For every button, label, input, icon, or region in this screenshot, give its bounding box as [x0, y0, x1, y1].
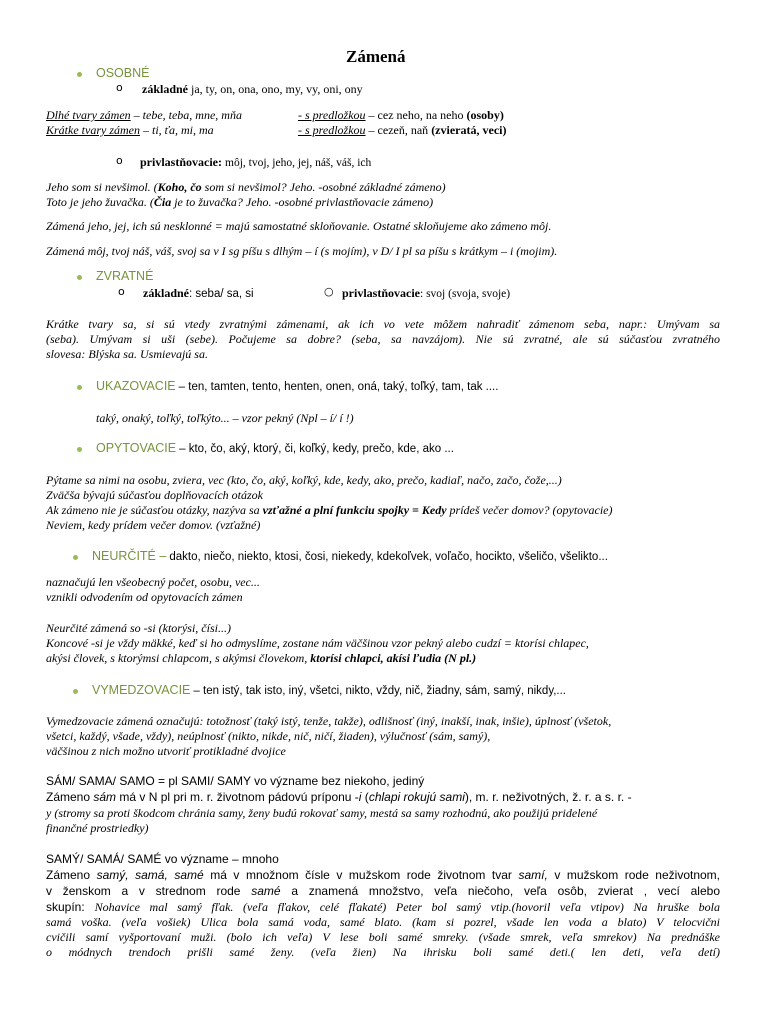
example-koho-co: Jeho som si nevšimol. (Koho, čo som si nevšimol? Jeho. -osobné základné zámeno)	[46, 180, 446, 194]
samy-l3: skupín: Nohavice mal samý fľak. (veľa fľakov, celé fľakaté) Peter bol samý vtip.(hovoril veľa vtipov) Na hruške bola	[46, 900, 720, 914]
sam-heading: SÁM/ SAMA/ SAMO = pl SAMI/ SAMY vo význame bez niekoho, jediný	[46, 774, 425, 788]
bullet-ukazovacie	[77, 385, 82, 390]
opytovacie-l1: Pýtame sa nimi na osobu, zviera, vec (kto, čo, aký, koľký, kde, kedy, ako, prečo, kadiaľ, načo, začo, čože,...)	[46, 473, 562, 487]
samy-l4: samá voška. (veľa vošiek) Ulica bola samá voda, samé blato. (kam si pozrel, všade len voda a blato) V telocvični	[46, 915, 720, 929]
opytovacie-l2: Zväčša bývajú súčasťou doplňovacích otázok	[46, 488, 263, 502]
bullet-vymedzovacie	[73, 689, 78, 694]
circle-bullet: o	[116, 154, 123, 167]
samy-l1: Zámeno samý, samá, samé má v množnom čísle v mužskom rode životnom tvar samí, v mužskom rode neživotnom,	[46, 868, 720, 882]
note-moj-tvoj: Zámená môj, tvoj náš, váš, svoj sa v I sg píšu s dlhým – í (s mojím), v D/ I pl sa píšu s krátkym – i (mojim).	[46, 244, 558, 258]
vymedzovacie-line: VYMEDZOVACIE – ten istý, tak isto, iný, všetci, nikto, vždy, nič, žiadny, sám, samý, nikdy,...	[92, 683, 567, 697]
bullet-osobne	[77, 72, 82, 77]
note-nesklonne: Zámená jeho, jej, ich sú nesklonné = majú samostatné skloňovanie. Ostatné skloňujeme ako zámeno môj.	[46, 219, 552, 233]
zvratne-paragraph-line: slovesa: Blýska sa. Usmievajú sa.	[46, 347, 208, 361]
ukazovacie-note: taký, onaký, toľký, toľkýto... – vzor pekný (Npl – í/ í !)	[96, 411, 354, 425]
samy-l2: v ženskom a v strednom rode samé a znamená množstvo, veľa niečoho, veľa osôb, zvierat , vecí alebo	[46, 884, 720, 898]
ukazovacie-line: UKAZOVACIE – ten, tamten, tento, henten, onen, oná, taký, toľký, tam, tak ....	[96, 379, 499, 393]
bullet-zvratne	[77, 275, 82, 280]
neurcite-l3: Neurčité zámená so -si (ktorýsi, čísi...)	[46, 621, 231, 635]
zvratne-zakladne: základné: seba/ sa, si	[143, 286, 254, 300]
s-predlozkou-osoby: - s predložkou – cez neho, na neho (osoby)	[298, 108, 504, 122]
bullet-opytovacie	[77, 447, 82, 452]
zvratne-paragraph-line: (seba). Umývam si uši (sebe). Počujeme sa dobre? (seba, sa navzájom). Nie sú zvratné, ale sú súčasťou zvratného	[46, 332, 720, 346]
heading-zvratne: ZVRATNÉ	[96, 269, 154, 283]
example-cia: Toto je jeho žuvačka. (Čia je to žuvačka? Jeho. -osobné privlastňovacie zámeno)	[46, 195, 434, 209]
bullet-neurcite	[73, 555, 78, 560]
circle-bullet: ○	[324, 285, 334, 298]
heading-osobne: OSOBNÉ	[96, 66, 150, 80]
opytovacie-l3: Ak zámeno nie je súčasťou otázky, nazýva sa vzťažné a plní funkciu spojky = Kedy prídeš večer domov? (opytovacie)	[46, 503, 613, 517]
dlhe-tvary: Dlhé tvary zámen – tebe, teba, mne, mňa	[46, 108, 242, 122]
zvratne-paragraph-line: Krátke tvary sa, si sú vtedy zvratnými zámenami, ak ich vo vete môžem nahradiť zámenom seba, napr.: Umývam sa	[46, 317, 720, 331]
vymedzovacie-l3: väčšinou z nich možno utvoriť protikladné dvojice	[46, 744, 286, 758]
samy-heading: SAMÝ/ SAMÁ/ SAMÉ vo význame – mnoho	[46, 852, 279, 866]
neurcite-line: NEURČITÉ – dakto, niečo, niekto, ktosi, čosi, niekedy, kdekoľvek, voľačo, hocikto, všeličo, všelikto...	[92, 549, 608, 563]
neurcite-l1: naznačujú len všeobecný počet, osobu, vec...	[46, 575, 260, 589]
sam-l2: y (stromy sa proti škodcom chránia samy, ženy budú rokovať samy, mestá sa samy rozhodnú, ako použijú pridelené	[46, 806, 598, 820]
osobne-privlastnovacie: privlastňovacie: môj, tvoj, jeho, jej, náš, váš, ich	[140, 155, 372, 169]
vymedzovacie-l1: Vymedzovacie zámená označujú: totožnosť (taký istý, tenže, takže), odlišnosť (iný, inakší, inak, inšie), úplnosť (všetok,	[46, 714, 612, 728]
neurcite-l4: Koncové -si je vždy mäkké, keď si ho odmyslíme, zostane nám väčšinou vzor pekný alebo cudzí = ktorísi chlapec,	[46, 636, 589, 650]
sam-l1: Zámeno sám má v N pl pri m. r. životnom pádovú príponu -i (chlapi rokujú sami), m. r. neživotných, ž. r. a s. r. -	[46, 790, 632, 804]
kratke-tvary: Krátke tvary zámen – ti, ťa, mi, ma	[46, 123, 214, 137]
opytovacie-l4: Neviem, kedy prídem večer domov. (vzťažné)	[46, 518, 261, 532]
page-title: Zámená	[346, 47, 406, 66]
zvratne-privlastnovacie: privlastňovacie: svoj (svoja, svoje)	[342, 286, 511, 300]
osobne-zakladne: základné ja, ty, on, ona, ono, my, vy, oni, ony	[142, 82, 363, 96]
s-predlozkou-zvierata: - s predložkou – cezeň, naň (zvieratá, veci)	[298, 123, 507, 137]
neurcite-l5: akýsi človek, s ktorýmsi chlapcom, s akýmsi človekom, ktorísi chlapci, akísi ľudia (N pl.)	[46, 651, 477, 665]
samy-l6: o módnych trendoch prišli samé ženy. (veľa žien) Na ihrisku boli samé deti.( len deti, veľa detí)	[46, 945, 720, 959]
opytovacie-line: OPYTOVACIE – kto, čo, aký, ktorý, či, koľký, kedy, prečo, kde, ako ...	[96, 441, 454, 455]
neurcite-l2: vznikli odvodením od opytovacích zámen	[46, 590, 243, 604]
sam-l3: finančné prostriedky)	[46, 821, 149, 835]
samy-l5: cvičili samí vyšportovaní muži. (bolo ich veľa) V lese boli samé smreky. (všade smrek, veľa smrekov) Na prednáške	[46, 930, 720, 944]
vymedzovacie-l2: všetci, každý, všade, vždy), neúplnosť (nikto, nikde, nič, ničí, žiaden), výlučnosť (sám, samý),	[46, 729, 491, 743]
circle-bullet: o	[118, 285, 125, 298]
circle-bullet: o	[116, 81, 123, 94]
